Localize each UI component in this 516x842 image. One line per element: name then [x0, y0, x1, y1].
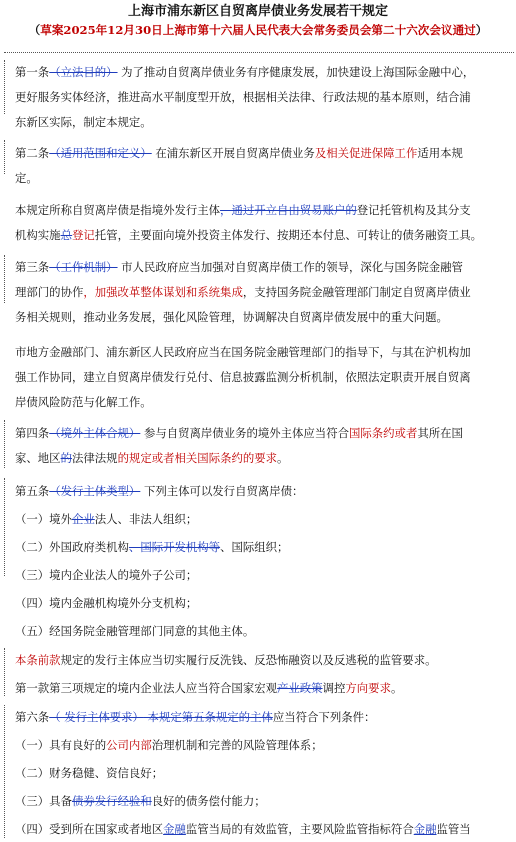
inserted-text: 国际条约或者	[348, 426, 418, 440]
inserted-text: 金融	[413, 822, 437, 836]
text-run: 监管当局的有效监管，主要风险监管指标符合	[185, 822, 414, 836]
deleted-text: 总	[60, 228, 72, 242]
text-line: 务相关规则，推动业务发展，强化风险管理，协调解决自贸离岸债发展中的重大问题。	[15, 310, 448, 324]
text-run: ，支持国务院金融管理部门制定自贸离岸债业	[242, 285, 471, 299]
definition-paragraph	[15, 198, 513, 248]
article-5-paragraph-3	[15, 676, 513, 701]
change-bar	[4, 420, 5, 468]
text-run: 法人、非法人组织；	[94, 512, 198, 526]
article-5-item-4	[15, 591, 513, 616]
text-run: 应当符合下列条件：	[272, 710, 376, 724]
article-6-item-3	[15, 789, 513, 814]
deleted-text: ，通过	[220, 203, 255, 217]
doc-title: 上海市浦东新区自贸离岸债业务发展若干规定	[127, 4, 388, 19]
article-5	[15, 479, 513, 504]
text-run: 为了推动自贸离岸债业务有序健康发展，加快建设上海国际金融中心，	[117, 65, 475, 79]
text-run: 规定的发行主体应当切实履行反洗钱、反恐怖融资以及反逃税的监管要求。	[60, 653, 437, 667]
text-line: 岸债风险防范与化解工作。	[15, 395, 152, 409]
article-5-item-2	[15, 535, 513, 560]
subtitle-paren-close: ）	[475, 23, 488, 37]
text-run: 其所在国	[417, 426, 463, 440]
deleted-text: （ 发行主体要求）	[49, 710, 144, 724]
deleted-text: 产业政策	[277, 681, 323, 695]
text-run: 监管当	[436, 822, 471, 836]
text-run: 。	[390, 681, 403, 695]
article-number: 第五条	[15, 484, 50, 498]
inserted-text: 及相关促进保障工作	[314, 146, 418, 160]
article-6-item-2	[15, 761, 513, 786]
article-6	[15, 705, 513, 730]
text-run: （三）具备	[15, 794, 72, 808]
change-bar	[4, 705, 5, 838]
article-3-paragraph-2	[15, 340, 513, 415]
article-number: 第四条	[15, 426, 50, 440]
article-number: 第六条	[15, 710, 50, 724]
inserted-text: ，加强改革整体谋划和系统集成	[83, 285, 243, 299]
deleted-text: 债券发行经验和	[71, 794, 152, 808]
deleted-text: 、国际开发机构等	[128, 540, 221, 554]
text-line: （三）境内企业法人的境外子公司；	[15, 568, 198, 582]
article-5-paragraph-2	[15, 648, 513, 673]
deleted-text: （适用范围和定义）	[49, 146, 152, 160]
text-run: 本规定所称自贸离岸债是指境外发行主体	[15, 203, 221, 217]
inserted-text: 本条前款	[15, 653, 61, 667]
inserted-text: 登记	[71, 228, 95, 242]
article-1	[15, 60, 513, 135]
text-run: （一）境外	[15, 512, 72, 526]
deleted-text: 开立自由贸易账户的	[254, 203, 357, 217]
text-line: 东新区实际，制定本规定。	[15, 115, 152, 129]
inserted-text: 要求	[368, 681, 391, 695]
article-6-item-1	[15, 733, 513, 758]
change-bar	[4, 648, 5, 696]
deleted-text: 的	[60, 451, 72, 465]
deleted-text: 本规定第五条规定的主体	[143, 710, 273, 724]
text-run: 理部门的协作	[15, 285, 84, 299]
inserted-text: 的规定或者相关国际条约的要求	[117, 451, 278, 465]
change-bar	[4, 60, 5, 114]
article-number: 第一条	[15, 65, 50, 79]
deleted-text: 企业	[71, 512, 95, 526]
text-line: 市地方金融部门、浦东新区人民政府应当在国务院金融管理部门的指导下，与其在沪机构加	[15, 345, 471, 359]
text-line: 强工作协同，建立自贸离岸债发行兑付、信息披露监测分析机制，依照法定职责开展自贸离	[15, 370, 471, 384]
change-bar	[4, 255, 5, 303]
text-line: （五）经国务院金融管理部门同意的其他主体。	[15, 624, 255, 638]
article-5-item-3	[15, 563, 513, 588]
text-run: （一）具有良好的	[15, 738, 107, 752]
text-run: 机构实施	[15, 228, 61, 242]
doc-subtitle	[0, 21, 516, 39]
article-6-item-4	[15, 817, 513, 842]
text-run: 家、地区	[15, 451, 61, 465]
revision-top-rule	[4, 52, 514, 53]
text-run: 市人民政府应当加强对自贸离岸债工作的领导，深化与国务院金融管	[117, 260, 463, 274]
text-run: 法律法规	[71, 451, 118, 465]
text-run: 。	[277, 451, 289, 465]
deleted-text: （发行主体类型）	[49, 484, 141, 498]
text-line: （四）境内金融机构境外分支机构；	[15, 596, 198, 610]
article-5-item-1	[15, 507, 513, 532]
text-line: 定。	[15, 171, 38, 185]
text-run: 参与自贸离岸债业务的境外主体应当符合	[140, 426, 349, 440]
text-run: （二）外国政府类机构	[15, 540, 129, 554]
text-run: 治理机制和完善的风险管理体系；	[151, 738, 323, 752]
article-2	[15, 141, 513, 191]
text-run: 良好的债务偿付能力；	[151, 794, 266, 808]
inserted-text: 方向	[345, 681, 369, 695]
text-run: 适用本规	[417, 146, 463, 160]
deleted-text: （境外主体合规）	[49, 426, 141, 440]
text-run: 调控	[322, 681, 346, 695]
article-5-item-5	[15, 619, 513, 644]
text-run: （四）受到所在国家或者地区	[15, 822, 164, 836]
article-number: 第三条	[15, 260, 50, 274]
change-bar	[4, 478, 5, 576]
change-bar	[4, 140, 5, 174]
text-run: 登记托管机构及其分支	[356, 203, 471, 217]
deleted-text: （立法目的）	[49, 65, 118, 79]
text-run: 第一款第三项规定的境内企业法人应当符合国家宏观	[15, 681, 277, 695]
text-run: 托管，主要面向境外投资主体发行、按期还本付息、可转让的债务融资工具。	[94, 228, 483, 242]
subtitle-highlight: 草案2025年12月30日上海市第十六届人民代表大会常务委员会第二十六次会议通过	[40, 23, 476, 37]
text-run: 在浦东新区开展自贸离岸债业务	[151, 146, 315, 160]
text-run: 下列主体可以发行自贸离岸债：	[140, 484, 304, 498]
inserted-text: 金融	[163, 822, 186, 836]
text-line: 更好服务实体经济，推进高水平制度型开放，根据相关法律、行政法规的基本原则，结合浦	[15, 90, 471, 104]
inserted-text: 公司内部	[106, 738, 152, 752]
deleted-text: （工作机制）	[49, 260, 118, 274]
text-run: 、国际组织；	[220, 540, 289, 554]
article-3	[15, 255, 513, 330]
subtitle-paren-open: （	[28, 23, 41, 37]
text-line: （二）财务稳健、资信良好；	[15, 766, 164, 780]
article-4	[15, 421, 513, 471]
article-number: 第二条	[15, 146, 50, 160]
